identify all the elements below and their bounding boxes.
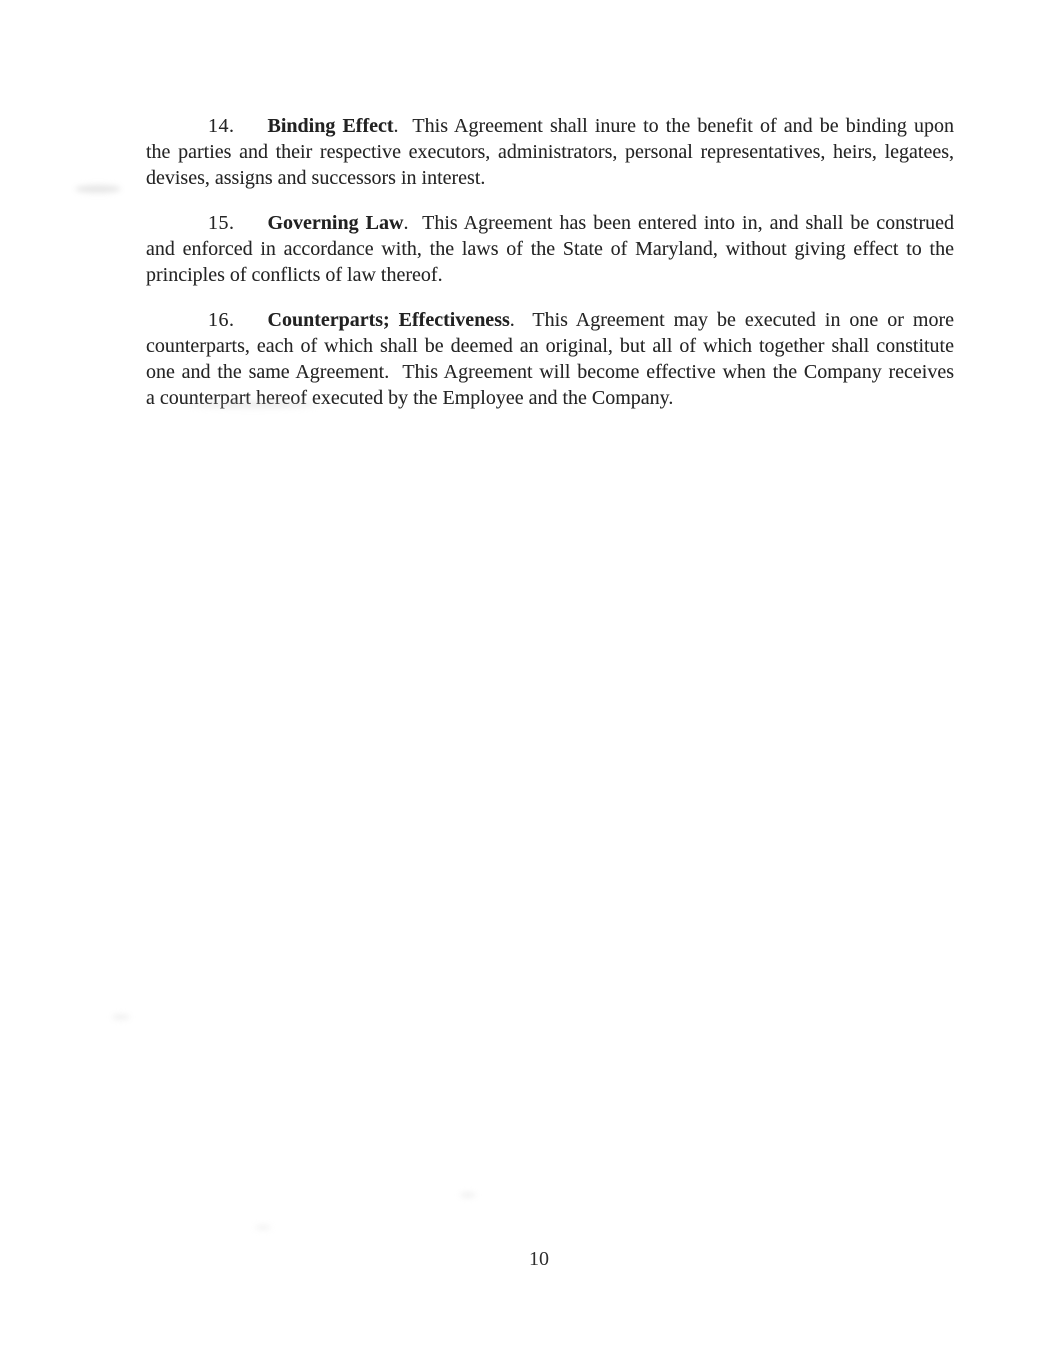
paragraph-number: 15. <box>208 212 235 234</box>
scan-artifact <box>255 1225 271 1230</box>
paragraph-text: . This Agreement may be executed in one or more <box>509 309 954 331</box>
paragraph-text-line: devises, assigns and successors in interest. <box>146 167 486 189</box>
paragraph-text-line: and enforced in accordance with, the laws of the State of Maryland, without giving effect to the <box>146 238 954 260</box>
scan-artifact <box>460 1192 476 1198</box>
scan-artifact <box>112 1014 130 1020</box>
paragraph <box>146 113 954 191</box>
paragraph-first-line <box>146 307 954 333</box>
document-body <box>146 113 954 430</box>
paragraph-text-line: the parties and their respective executors, administrators, personal representatives, heirs, legatees, <box>146 141 954 163</box>
page-number: 10 <box>529 1248 549 1270</box>
paragraph-text-line: principles of conflicts of law thereof. <box>146 264 443 286</box>
paragraph-text-line: a counterpart hereof executed by the Employee and the Company. <box>146 387 674 409</box>
paragraph-text-line: one and the same Agreement. This Agreement will become effective when the Company receives <box>146 361 954 383</box>
paragraph-first-line <box>146 113 954 139</box>
paragraph-heading: Binding Effect <box>267 115 394 137</box>
paragraph-number: 14. <box>208 115 235 137</box>
paragraph <box>146 307 954 411</box>
paragraph-text-line: counterparts, each of which shall be deemed an original, but all of which together shall constitute <box>146 335 954 357</box>
paragraph-text: . This Agreement shall inure to the benefit of and be binding upon <box>393 115 954 137</box>
paragraph-first-line <box>146 210 954 236</box>
paragraph-text: . This Agreement has been entered into in, and shall be construed <box>403 212 954 234</box>
paragraph-heading: Governing Law <box>267 212 404 234</box>
paragraph <box>146 210 954 288</box>
scan-artifact <box>75 185 121 193</box>
paragraph-number: 16. <box>208 309 235 331</box>
paragraph-heading: Counterparts; Effectiveness <box>267 309 510 331</box>
